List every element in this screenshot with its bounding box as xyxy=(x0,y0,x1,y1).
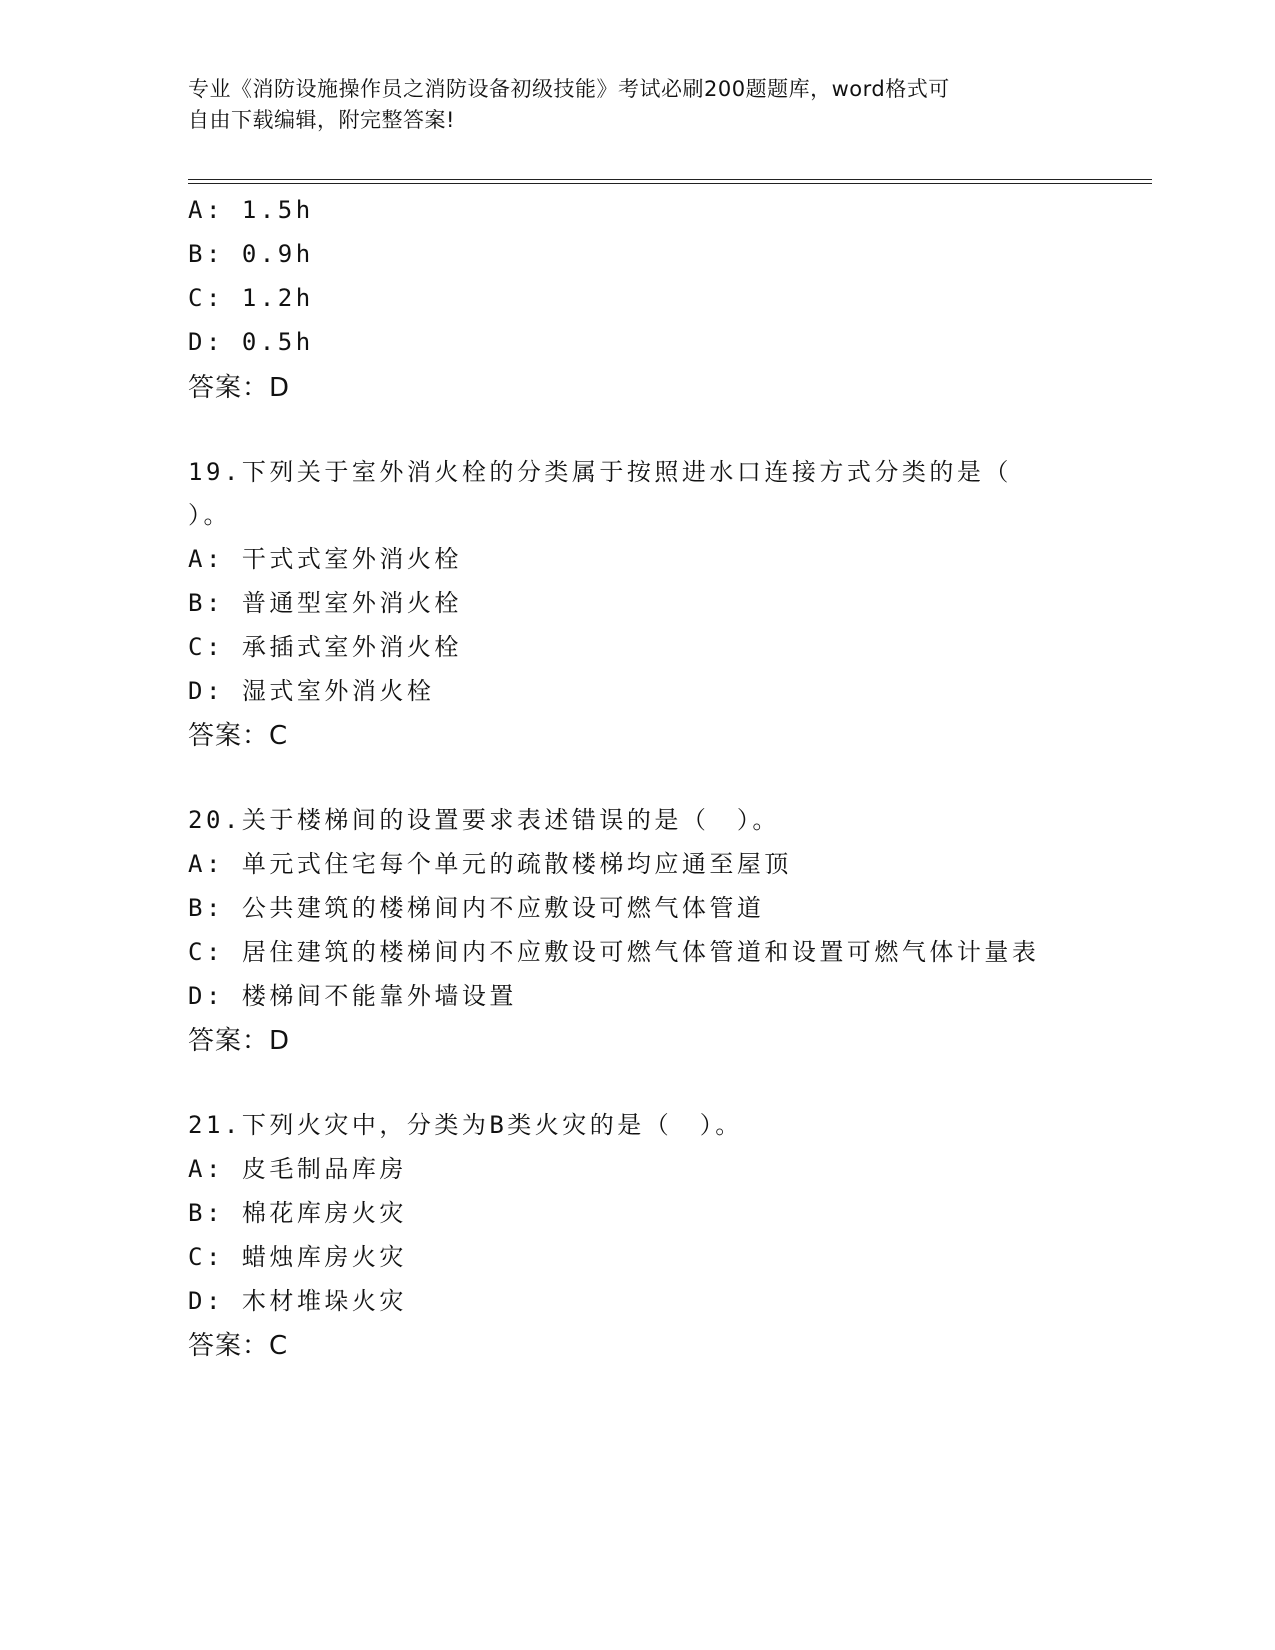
header-title-line-2: 自由下载编辑，附完整答案! xyxy=(188,108,455,132)
q19-option-a: A: 干式式室外消火栓 xyxy=(188,545,462,573)
q20-option-b: B: 公共建筑的楼梯间内不应敷设可燃气体管道 xyxy=(188,894,765,922)
q18-option-a: A: 1.5h xyxy=(188,196,314,224)
q18-option-b: B: 0.9h xyxy=(188,240,314,268)
q21-stem: 21.下列火灾中，分类为B类火灾的是（ ）。 xyxy=(188,1111,743,1139)
q20-stem: 20.关于楼梯间的设置要求表述错误的是（ ）。 xyxy=(188,806,780,834)
q21-option-d: D: 木材堆垛火灾 xyxy=(188,1287,407,1315)
q21-option-c: C: 蜡烛库房火灾 xyxy=(188,1243,407,1271)
q20-answer: 答案：D xyxy=(188,1026,291,1056)
header-divider-bottom xyxy=(188,183,1152,184)
q19-answer: 答案：C xyxy=(188,721,289,751)
header-divider-top xyxy=(188,179,1152,180)
q20-option-c: C: 居住建筑的楼梯间内不应敷设可燃气体管道和设置可燃气体计量表 xyxy=(188,938,1040,966)
q21-option-b: B: 棉花库房火灾 xyxy=(188,1199,407,1227)
q19-option-c: C: 承插式室外消火栓 xyxy=(188,633,462,661)
q19-stem-line-2: ）。 xyxy=(188,501,231,529)
q19-option-b: B: 普通型室外消火栓 xyxy=(188,589,462,617)
document-header xyxy=(188,74,1068,136)
q21-answer: 答案：C xyxy=(188,1331,289,1361)
header-title-line-1: 专业《消防设施操作员之消防设备初级技能》考试必刷200题题库，word格式可 xyxy=(188,77,950,101)
q19-option-d: D: 湿式室外消火栓 xyxy=(188,677,435,705)
q18-answer: 答案：D xyxy=(188,373,291,403)
q20-option-a: A: 单元式住宅每个单元的疏散楼梯均应通至屋顶 xyxy=(188,850,792,878)
q18-option-d: D: 0.5h xyxy=(188,328,314,356)
q19-stem-line-1: 19.下列关于室外消火栓的分类属于按照进水口连接方式分类的是（ xyxy=(188,458,1012,486)
q20-option-d: D: 楼梯间不能靠外墙设置 xyxy=(188,982,517,1010)
q18-option-c: C: 1.2h xyxy=(188,284,314,312)
q21-option-a: A: 皮毛制品库房 xyxy=(188,1155,407,1183)
